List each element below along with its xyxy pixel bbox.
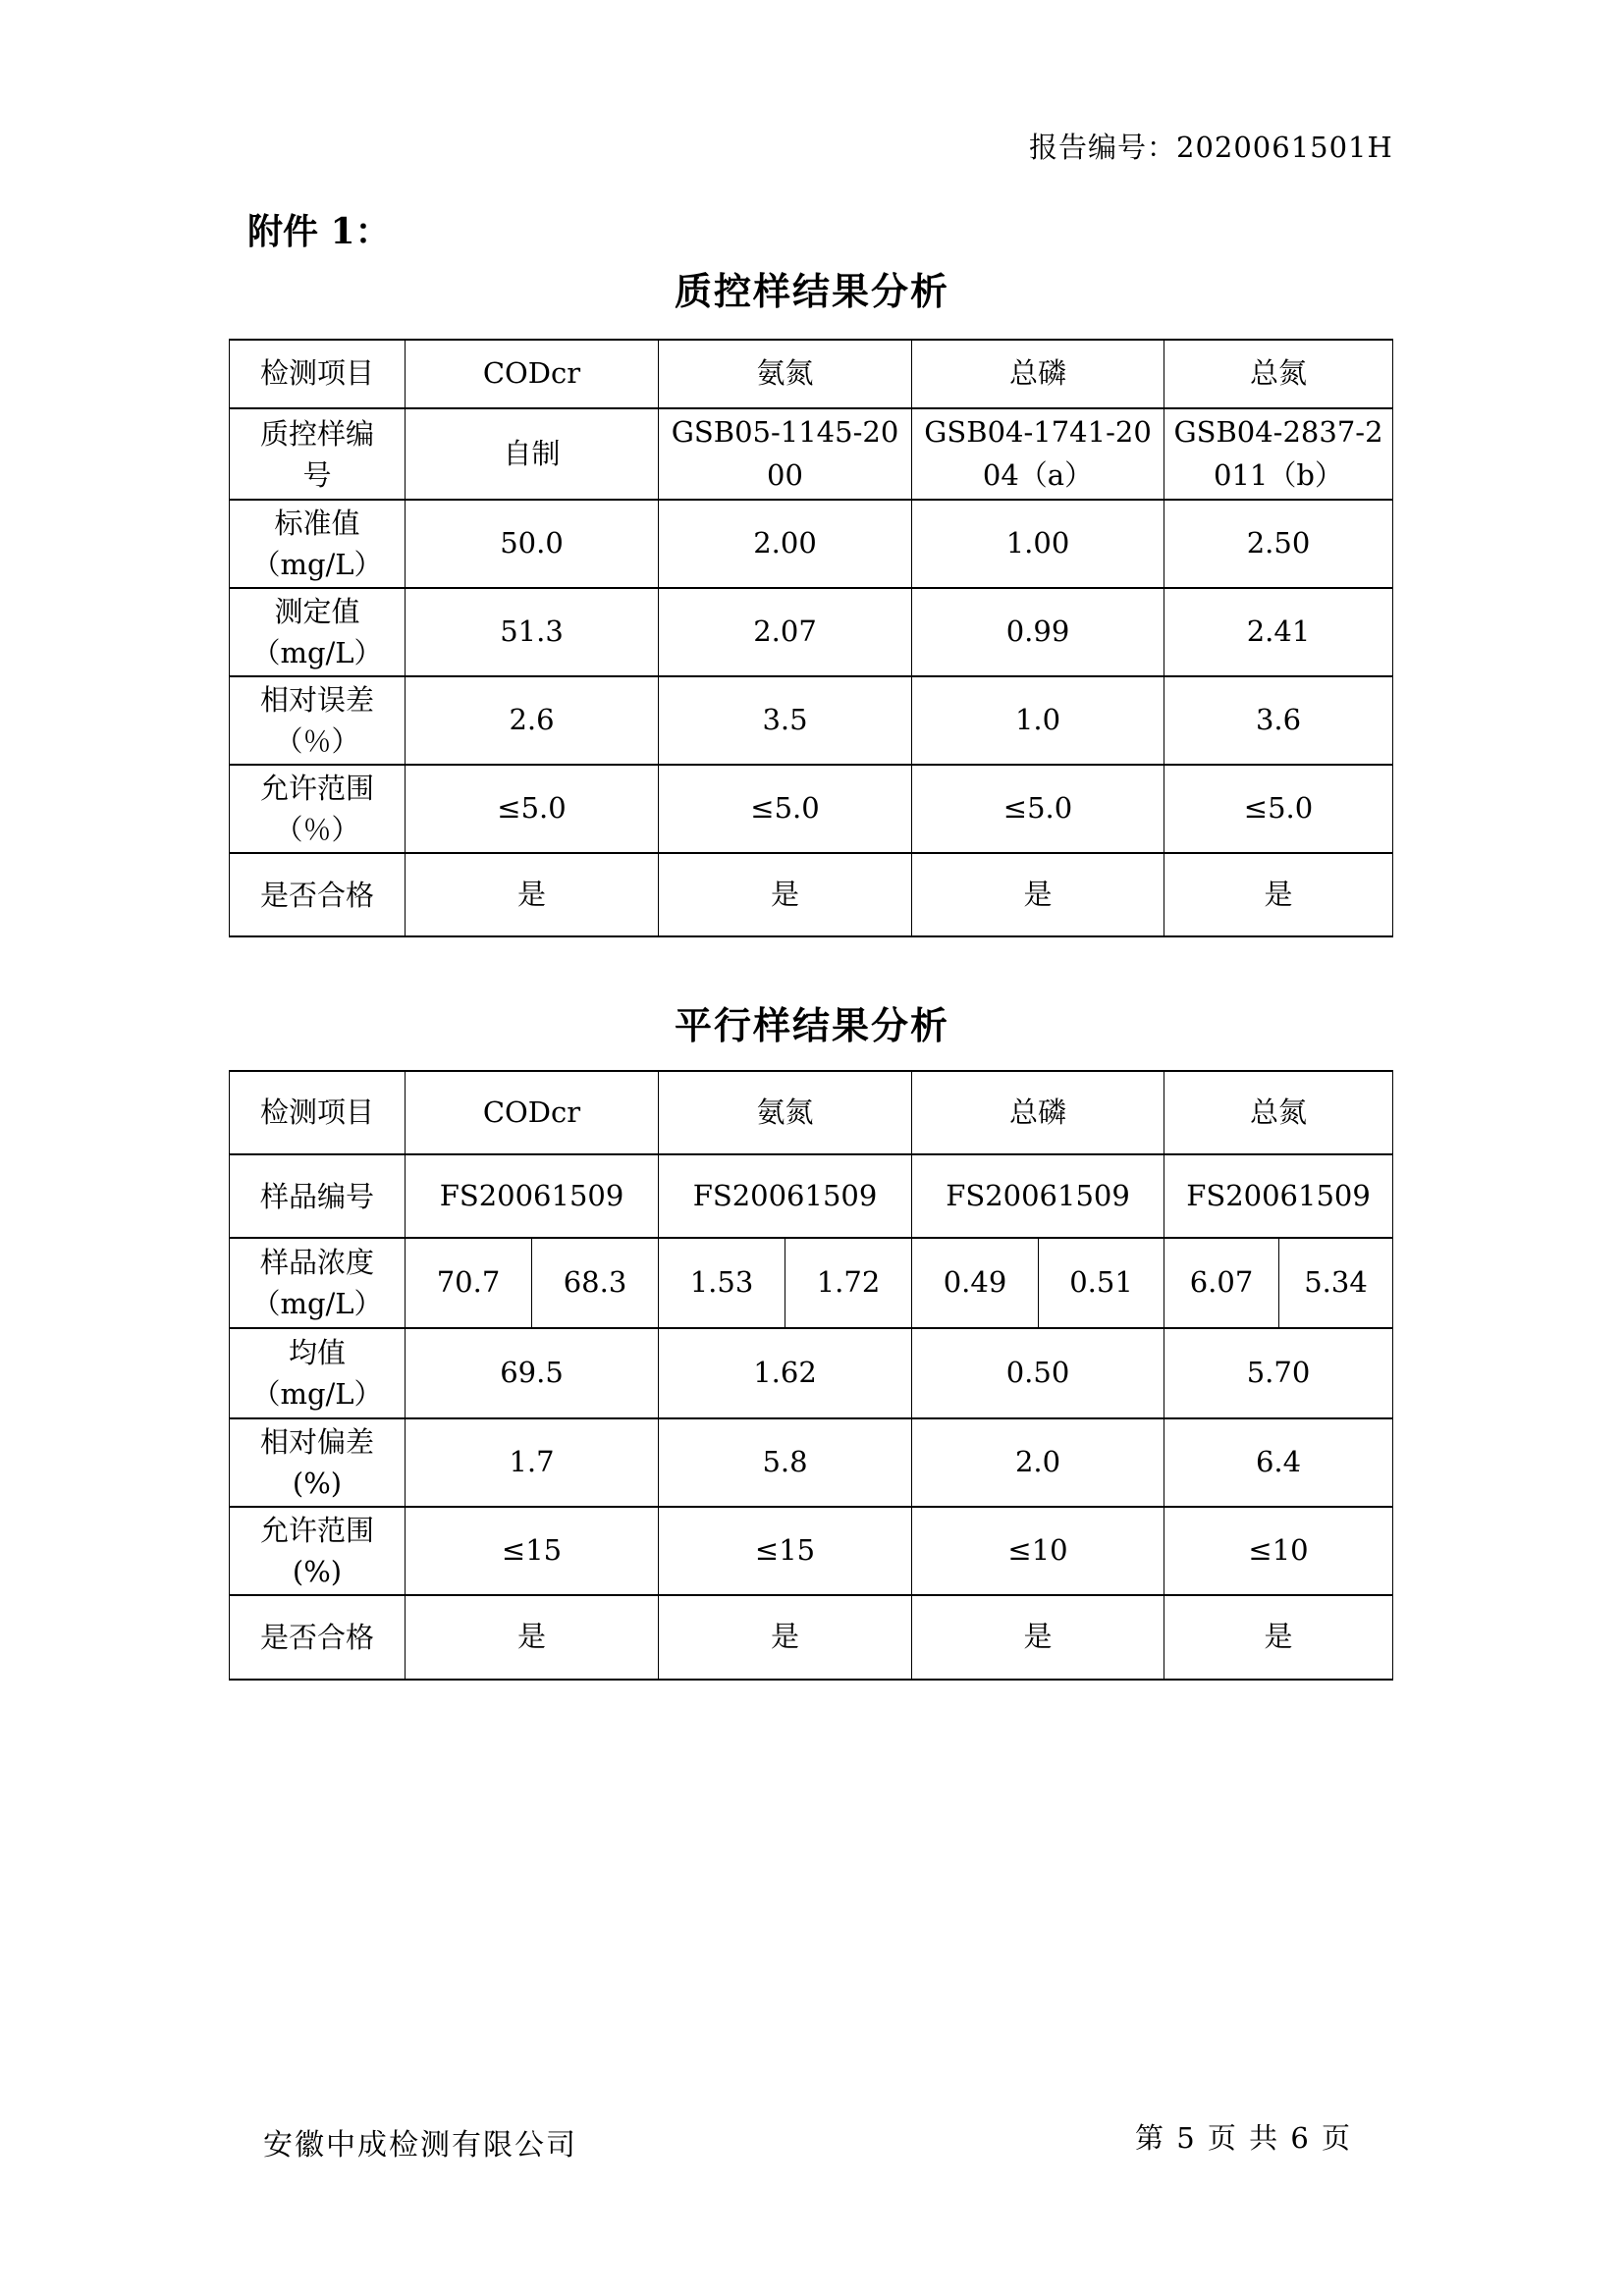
qc-row-pass — [230, 853, 1393, 936]
qc-header-nitrogen: 总氮 — [1164, 340, 1393, 408]
row-label: 样品浓度 （mg/L） — [230, 1238, 406, 1328]
qc-row-measured-value — [230, 588, 1393, 676]
table-cell: 5.34 — [1279, 1238, 1393, 1328]
row-label: 样品编号 — [230, 1154, 406, 1238]
table-cell: ≤15 — [406, 1507, 659, 1595]
table-cell: 5.8 — [659, 1418, 912, 1507]
table-cell: ≤5.0 — [1164, 765, 1393, 853]
table-cell: 是 — [659, 853, 912, 936]
table-cell: 1.7 — [406, 1418, 659, 1507]
table-cell: ≤5.0 — [912, 765, 1164, 853]
parallel-row-allowed-range — [230, 1507, 1393, 1595]
parallel-results-table — [229, 1070, 1393, 1681]
table-cell: GSB04-2837-2011（b） — [1164, 408, 1393, 500]
table-cell: ≤5.0 — [406, 765, 659, 853]
table-cell: 是 — [1164, 1595, 1393, 1680]
table-cell: 3.6 — [1164, 676, 1393, 765]
row-label: 均值 （mg/L） — [230, 1328, 406, 1418]
report-number: 报告编号：2020061501H — [1029, 131, 1393, 164]
attachment-label: 附件 1： — [247, 211, 391, 252]
table-cell: 1.62 — [659, 1328, 912, 1418]
table-cell: ≤10 — [1164, 1507, 1393, 1595]
parallel-header-ammonia: 氨氮 — [659, 1071, 912, 1154]
table-cell: 3.5 — [659, 676, 912, 765]
table-cell: FS20061509 — [912, 1154, 1164, 1238]
table-cell: GSB04-1741-2004（a） — [912, 408, 1164, 500]
row-label: 是否合格 — [230, 1595, 406, 1680]
table-cell: 2.00 — [659, 500, 912, 588]
table-cell: 51.3 — [406, 588, 659, 676]
table-cell: ≤5.0 — [659, 765, 912, 853]
table-cell: 0.51 — [1039, 1238, 1164, 1328]
table-cell: 2.6 — [406, 676, 659, 765]
row-label: 标准值 （mg/L） — [230, 500, 406, 588]
table-cell: 是 — [912, 853, 1164, 936]
row-label: 允许范围 （％） — [230, 765, 406, 853]
table-cell: 是 — [659, 1595, 912, 1680]
qc-row-allowed-range — [230, 765, 1393, 853]
row-label: 允许范围 (%) — [230, 1507, 406, 1595]
parallel-row-relative-deviation — [230, 1418, 1393, 1507]
table-cell: FS20061509 — [406, 1154, 659, 1238]
table-cell: 0.99 — [912, 588, 1164, 676]
table-cell: 是 — [1164, 853, 1393, 936]
qc-header-codcr: CODcr — [406, 340, 659, 408]
table-cell: 1.72 — [785, 1238, 912, 1328]
qc-row-sample-id — [230, 408, 1393, 500]
table-cell: 1.53 — [659, 1238, 785, 1328]
table-cell: ≤10 — [912, 1507, 1164, 1595]
table-cell: 2.50 — [1164, 500, 1393, 588]
table-cell: 1.0 — [912, 676, 1164, 765]
table-cell: 50.0 — [406, 500, 659, 588]
qc-header-row — [230, 340, 1393, 408]
table-cell: 0.50 — [912, 1328, 1164, 1418]
qc-results-table — [229, 339, 1393, 937]
parallel-header-phosphorus: 总磷 — [912, 1071, 1164, 1154]
table-cell: 70.7 — [406, 1238, 532, 1328]
qc-row-relative-error — [230, 676, 1393, 765]
table-cell: 0.49 — [912, 1238, 1039, 1328]
parallel-row-mean — [230, 1328, 1393, 1418]
table-cell: FS20061509 — [659, 1154, 912, 1238]
table-cell: GSB05-1145-2000 — [659, 408, 912, 500]
table-cell: 是 — [912, 1595, 1164, 1680]
parallel-header-item: 检测项目 — [230, 1071, 406, 1154]
table-cell: FS20061509 — [1164, 1154, 1393, 1238]
qc-header-phosphorus: 总磷 — [912, 340, 1164, 408]
qc-table-title: 质控样结果分析 — [674, 269, 949, 313]
table-cell: 6.07 — [1164, 1238, 1279, 1328]
row-label: 测定值 （mg/L） — [230, 588, 406, 676]
table-cell: 是 — [406, 853, 659, 936]
parallel-row-pass — [230, 1595, 1393, 1680]
table-cell: 2.0 — [912, 1418, 1164, 1507]
qc-header-item: 检测项目 — [230, 340, 406, 408]
table-cell: 2.07 — [659, 588, 912, 676]
parallel-header-codcr: CODcr — [406, 1071, 659, 1154]
row-label: 质控样编 号 — [230, 408, 406, 500]
table-cell: 68.3 — [532, 1238, 659, 1328]
table-cell: 是 — [406, 1595, 659, 1680]
parallel-table-title: 平行样结果分析 — [674, 1003, 949, 1047]
row-label: 相对误差 （％） — [230, 676, 406, 765]
parallel-header-row — [230, 1071, 1393, 1154]
row-label: 是否合格 — [230, 853, 406, 936]
parallel-row-sample-id — [230, 1154, 1393, 1238]
table-cell: 5.70 — [1164, 1328, 1393, 1418]
table-cell: ≤15 — [659, 1507, 912, 1595]
table-cell: 2.41 — [1164, 588, 1393, 676]
parallel-header-nitrogen: 总氮 — [1164, 1071, 1393, 1154]
table-cell: 69.5 — [406, 1328, 659, 1418]
table-cell: 自制 — [406, 408, 659, 500]
parallel-row-concentration — [230, 1238, 1393, 1328]
row-label: 相对偏差 (%) — [230, 1418, 406, 1507]
table-cell: 6.4 — [1164, 1418, 1393, 1507]
footer-page-number: 第 5 页 共 6 页 — [1135, 2121, 1352, 2155]
qc-header-ammonia: 氨氮 — [659, 340, 912, 408]
table-cell: 1.00 — [912, 500, 1164, 588]
qc-row-standard-value — [230, 500, 1393, 588]
footer-company-name: 安徽中成检测有限公司 — [263, 2128, 577, 2163]
